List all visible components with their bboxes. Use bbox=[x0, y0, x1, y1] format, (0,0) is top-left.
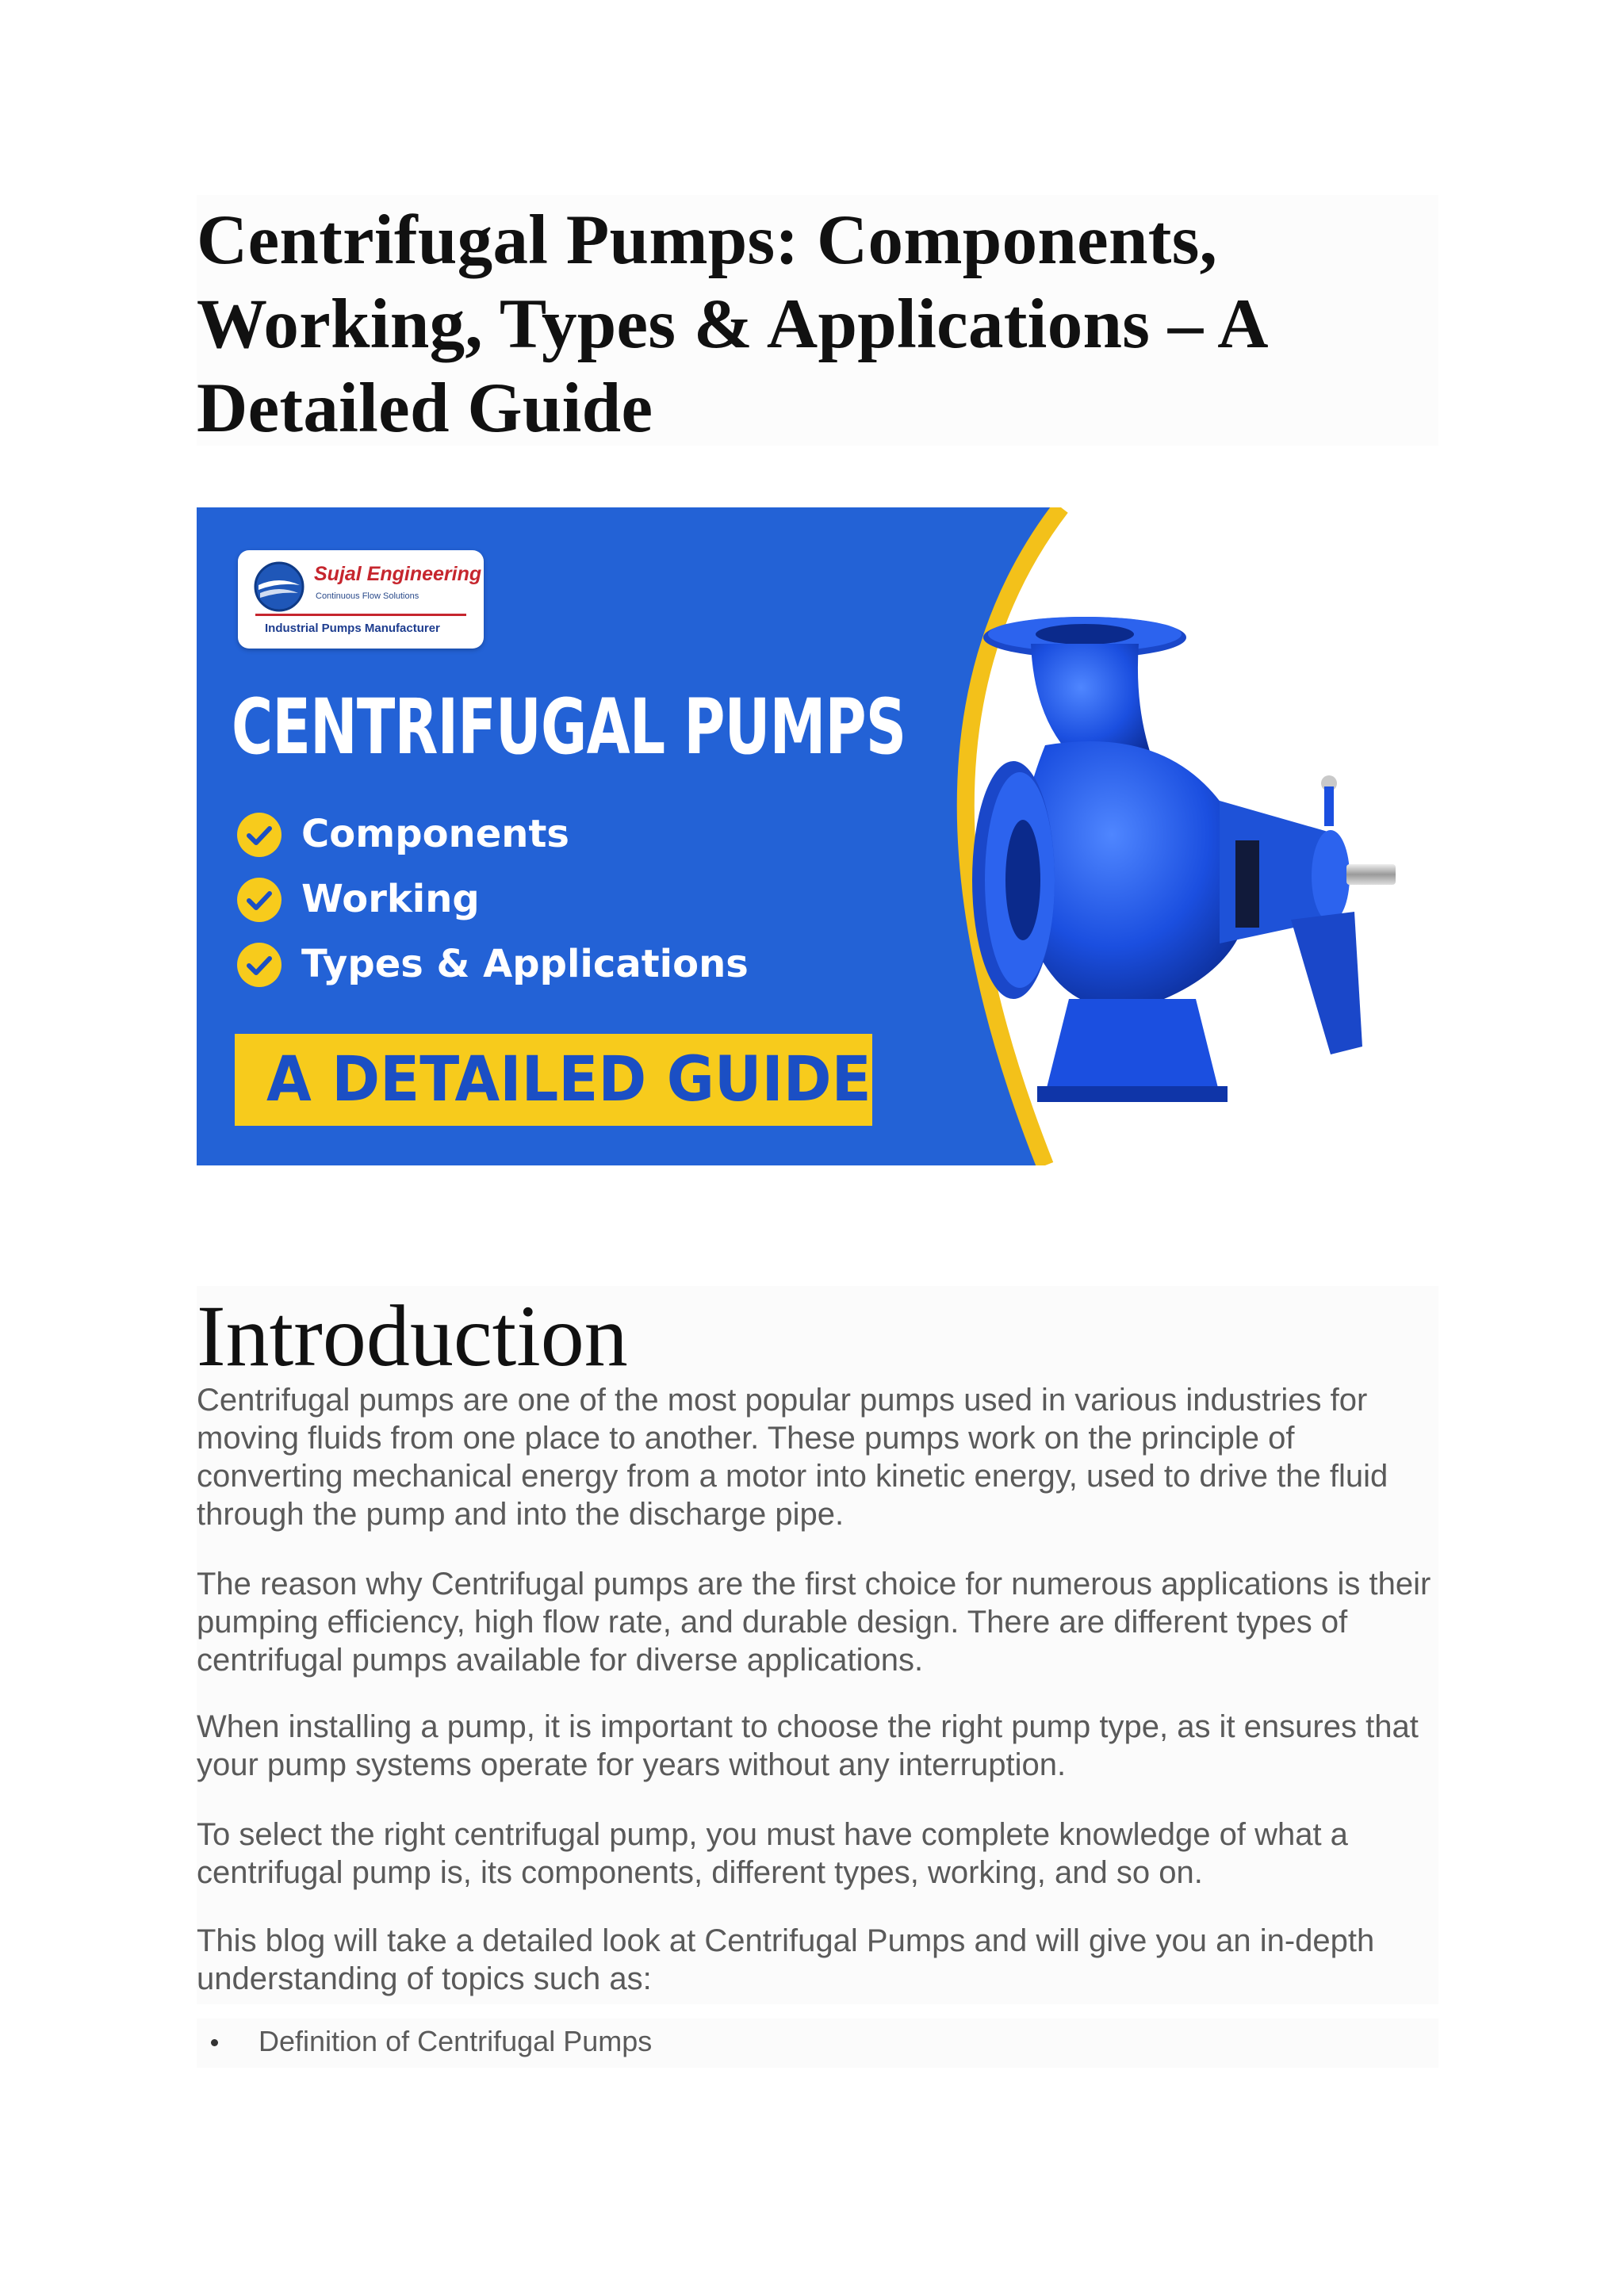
intro-paragraph: The reason why Centrifugal pumps are the first choice for numerous applications is their pumping efficiency, high flow rate, and durable design. There are different types of centrifugal pumps available for diverse applications. bbox=[197, 1567, 1431, 1678]
intro-paragraph: Centrifugal pumps are one of the most popular pumps used in various industries for moving fluids from one place to another. These pumps work on the principle of converting mechanical energy from a motor into kinetic energy, used to drive the fluid through the pump and into the discharge pipe. bbox=[197, 1383, 1388, 1532]
intro-paragraph: To select the right centrifugal pump, you must have complete knowledge of what a centrifugal pump is, its components, different types, working, and so on. bbox=[197, 1817, 1348, 1890]
guide-label-box bbox=[235, 1034, 872, 1126]
document-title: Centrifugal Pumps: Components, Working, Types & Applications – A Detailed Guide bbox=[197, 201, 1265, 447]
centrifugal-pump-icon bbox=[958, 603, 1402, 1110]
intro-heading: Introduction bbox=[197, 1288, 628, 1384]
logo-divider bbox=[255, 614, 466, 616]
banner-bullet-label: Types & Applications bbox=[301, 942, 749, 986]
guide-label: A DETAILED GUIDE bbox=[266, 1044, 871, 1115]
company-name: Sujal Engineering bbox=[314, 563, 482, 585]
hero-banner bbox=[197, 507, 1438, 1165]
intro-paragraph: This blog will take a detailed look at Centrifugal Pumps and will give you an in-depth understanding of topics such as: bbox=[197, 1923, 1375, 1996]
company-logo bbox=[238, 550, 484, 649]
check-circle-icon bbox=[236, 877, 282, 923]
banner-bullet-label: Components bbox=[301, 812, 569, 856]
check-circle-icon bbox=[236, 942, 282, 988]
banner-heading: CENTRIFUGAL PUMPS bbox=[232, 683, 906, 771]
company-tagline: Continuous Flow Solutions bbox=[316, 591, 419, 601]
company-subtitle: Industrial Pumps Manufacturer bbox=[265, 622, 440, 635]
topic-list bbox=[197, 2022, 652, 2061]
company-logo-icon bbox=[254, 561, 304, 612]
list-item-label: Definition of Centrifugal Pumps bbox=[259, 2025, 653, 2057]
check-circle-icon bbox=[236, 812, 282, 858]
list-item bbox=[197, 2022, 652, 2061]
intro-paragraph: When installing a pump, it is important to choose the right pump type, as it ensures that your pump systems operate for years without any interruption. bbox=[197, 1709, 1419, 1782]
bullet-dot-icon bbox=[211, 2039, 218, 2046]
banner-bullet-label: Working bbox=[301, 877, 480, 921]
